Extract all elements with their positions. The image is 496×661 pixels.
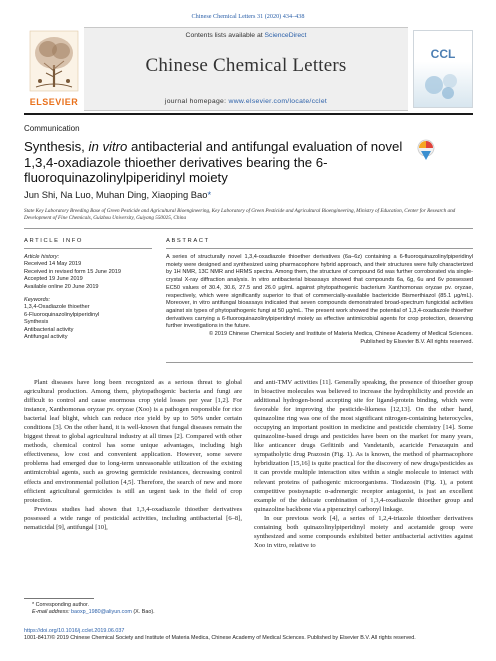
abstract-heading: ABSTRACT — [166, 238, 210, 244]
abstract-column — [166, 238, 473, 346]
body-column-left — [24, 378, 242, 532]
body-paragraph: In our previous work [4], a series of 1,2,4-triazole thioether derivatives containing both quinazolinylpiperidinyl moiety and acetamide group were synthesized and some compounds exhibited better antibacterial activities against Xoo in vitro, relative to — [254, 514, 473, 549]
history-online: Available online 20 June 2019 — [24, 283, 99, 290]
keyword-item: 6-Fluoroquinazolinylpiperidinyl — [24, 311, 100, 318]
section-label: Communication — [24, 124, 80, 133]
author-names: Jun Shi, Na Luo, Muhan Ding, Xiaoping Bao — [24, 189, 208, 200]
footnote-corresponding: * Corresponding author. — [32, 602, 89, 608]
title-part-2: antibacterial and antifungal evaluation of novel 1,3,4-oxadiazole thioether derivatives bearing the 6-fluoroquinazolinylpiperidinyl moiety — [24, 139, 403, 185]
issn-copyright-line: 1001-8417/© 2019 Chinese Chemical Society and Institute of Materia Medica, Chinese Academy of Medical Sciences. Published by Elsevier B.V. All rights reserved. — [24, 635, 416, 642]
doi-link[interactable]: https://doi.org/10.1016/j.cclet.2019.06.037 — [24, 628, 125, 634]
elsevier-tree-logo — [24, 27, 84, 99]
abstract-text: A series of structurally novel 1,3,4-oxadiazole thioether derivatives (6a–6z) containing a 6-fluoroquinazolinylpiperidinyl moiety were designed and synthesized using pharmacophore hybrid approach, and their structures were fully characterized by 1H NMR, 13C NMR and HRMS spectra. Among them, the structure of compound 6d was further corroborated via single-crystal X-ray diffraction analysis. In vitro antibacterial bioassays showed that compounds 6a, 6g, 6u and 6v possessed EC50 values of 30.4, 30.6, 27.5 and 26.0 μg/mL against phytopathogenic bacterium Xanthomonas oryzae pv. oryzae, respectively, which were significantly superior to that of commercially-available bactericide Bismerthiazol (85.1 μg/mL). Moreover, in vitro antifungal bioassays indicated that seven compounds demonstrated broad-spectrum fungicidal activities against six types of phytopathogenic fungi at 50 μg/mL. The present work showed the potential of 1,3,4-oxadiazole thioether derivatives carrying a 6-fluoroquinazolinylpiperidinyl moiety as effective antimicrobial agents for crop protection, deserving further investigations in the future. — [166, 254, 473, 330]
body-paragraph: and anti-TMV activities [11]. Generally speaking, the presence of thioether group in bioactive molecules was believed to increase the hydrophilicity and provide an additional hydrogen-bond accepting site for ligand-protein binding, which were favorable for improving the pesticide-likeness [12,13]. On the other hand, quinazoline ring was one of the most significant nitrogen-containing heterocycles, occupying an important position in medicine and pesticide chemistry [14]. Some quinazoline-based drugs and pesticides have been on the market for many years, like anticancer drugs Gefitinib and Vandetanib, acaricide Fenazaquin and sympatholytic drug Prazosin (Fig. 1). As is known, the method of pharmacophore hybridization [15,16] is quite practical for the discovery of new drugs/pesticides as it can provide multiple interaction sites within a single molecule to interact with relevant proteins of pathogenic microorganisms. Tiodazosin (Fig. 1), a potent competitive postsynaptic α-adrenergic receptor antagonist, is just an excellent example of the delicate combination of 1,3,4-oxadiazole thioether group and quinazoline backbone via a piperazinyl carbonyl linkage. — [254, 379, 473, 513]
article-info-rule — [24, 248, 152, 249]
contents-prefix: Contents lists available at — [185, 32, 265, 39]
homepage-line — [84, 98, 408, 105]
abstract-bottom-rule — [166, 362, 473, 363]
sciencedirect-link[interactable]: ScienceDirect — [264, 32, 307, 39]
keyword-item: Antibacterial activity — [24, 326, 74, 333]
running-header[interactable]: Chinese Chemical Letters 31 (2020) 434–438 — [191, 13, 305, 20]
copyright-line-1: © 2019 Chinese Chemical Society and Institute of Materia Medica, Chinese Academy of Medical Sciences. — [208, 331, 473, 338]
keyword-item: Antifungal activity — [24, 334, 68, 341]
article-title — [24, 139, 404, 186]
footnote-email-line — [24, 609, 244, 616]
keywords-heading: Keywords: — [24, 297, 51, 304]
title-italic: in vitro — [88, 139, 128, 154]
history-heading: Article history: — [24, 254, 60, 260]
elsevier-wordmark: ELSEVIER — [29, 97, 79, 107]
body-paragraph: Previous studies had shown that 1,3,4-oxadiazole thioether derivatives possessed a wide range of pesticidal activities, including antibacterial [6–8], nematicidal [9], antifungal [10], — [24, 505, 242, 531]
history-revised: Received in revised form 15 June 2019 — [24, 268, 122, 275]
journal-homepage-link[interactable]: www.elsevier.com/locate/cclet — [228, 98, 328, 105]
history-received: Received 14 May 2019 — [24, 261, 82, 268]
author-list — [24, 189, 211, 200]
cover-artwork-icon — [420, 67, 466, 103]
copyright-line-2: Published by Elsevier B.V. All rights reserved. — [360, 338, 473, 345]
abstract-rule — [166, 248, 473, 249]
journal-cover-thumbnail — [413, 30, 473, 108]
page-footer — [24, 628, 473, 642]
email-label: E-mail address: — [32, 609, 71, 615]
journal-masthead — [24, 27, 473, 111]
header-rule — [24, 228, 473, 229]
email-suffix: (X. Bao). — [131, 609, 155, 615]
history-accepted: Accepted 19 June 2019 — [24, 276, 83, 283]
article-info-heading: ARTICLE INFO — [24, 238, 84, 244]
contents-line — [84, 32, 408, 39]
keyword-item: 1,3,4-Oxadiazole thioether — [24, 304, 90, 311]
body-paragraph: Plant diseases have long been recognized as a serious threat to global agricultural production. Among them, phytopathogenic bacteria and fungi are difficult to control and cause enormous crop yield losses per year [1,2]. For instance, Xanthomonas oryzae pv. oryzae (Xoo) is a pathogen responsible for rice bacterial leaf blight, which can reduce rice yield by up to 50% under certain conditions [3]. On the other hand, it is well-known that fungal diseases remain the biggest threat to global agricultural industry at all times [2]. Compared with other methods, chemical control has some unique advantages, including high effectiveness, low cost and convenient application. However, some severe problems had emerged due to long-term unreasonable utilization of the existing antimicrobial agents, such as growing germicide resistances, decreasing control effects and environmental pollution [4,5]. Therefore, the search of new and more efficient agricultural germicides is still an urgent task in the field of crop protection. — [24, 379, 242, 504]
article-info-column — [24, 238, 152, 341]
body-column-right — [254, 378, 473, 550]
contents-box — [84, 27, 408, 111]
homepage-prefix: journal homepage: — [164, 98, 229, 105]
journal-title: Chinese Chemical Letters — [145, 55, 347, 76]
author-email-link[interactable]: baoxp_1980@aliyun.com — [70, 609, 132, 615]
keyword-item: Synthesis — [24, 319, 49, 326]
footnote-rule — [24, 598, 94, 599]
crossmark-icon[interactable] — [417, 139, 435, 161]
affiliation: State Key Laboratory Breeding Base of Green Pesticide and Agricultural Bioengineering, Key Laboratory of Green Pesticide and Agricultural Bioengineering, Ministry of Education, Center for Research and Development of Fine Chemicals, Guizhou University, Guiyang 550025, China — [24, 208, 456, 221]
abstract-copyright — [166, 331, 473, 346]
masthead-rule — [24, 113, 473, 115]
title-part-1: Synthesis, — [24, 139, 89, 154]
cover-title: CCL — [430, 47, 456, 61]
corresponding-author-mark[interactable]: * — [207, 189, 212, 200]
footnote — [24, 602, 244, 616]
